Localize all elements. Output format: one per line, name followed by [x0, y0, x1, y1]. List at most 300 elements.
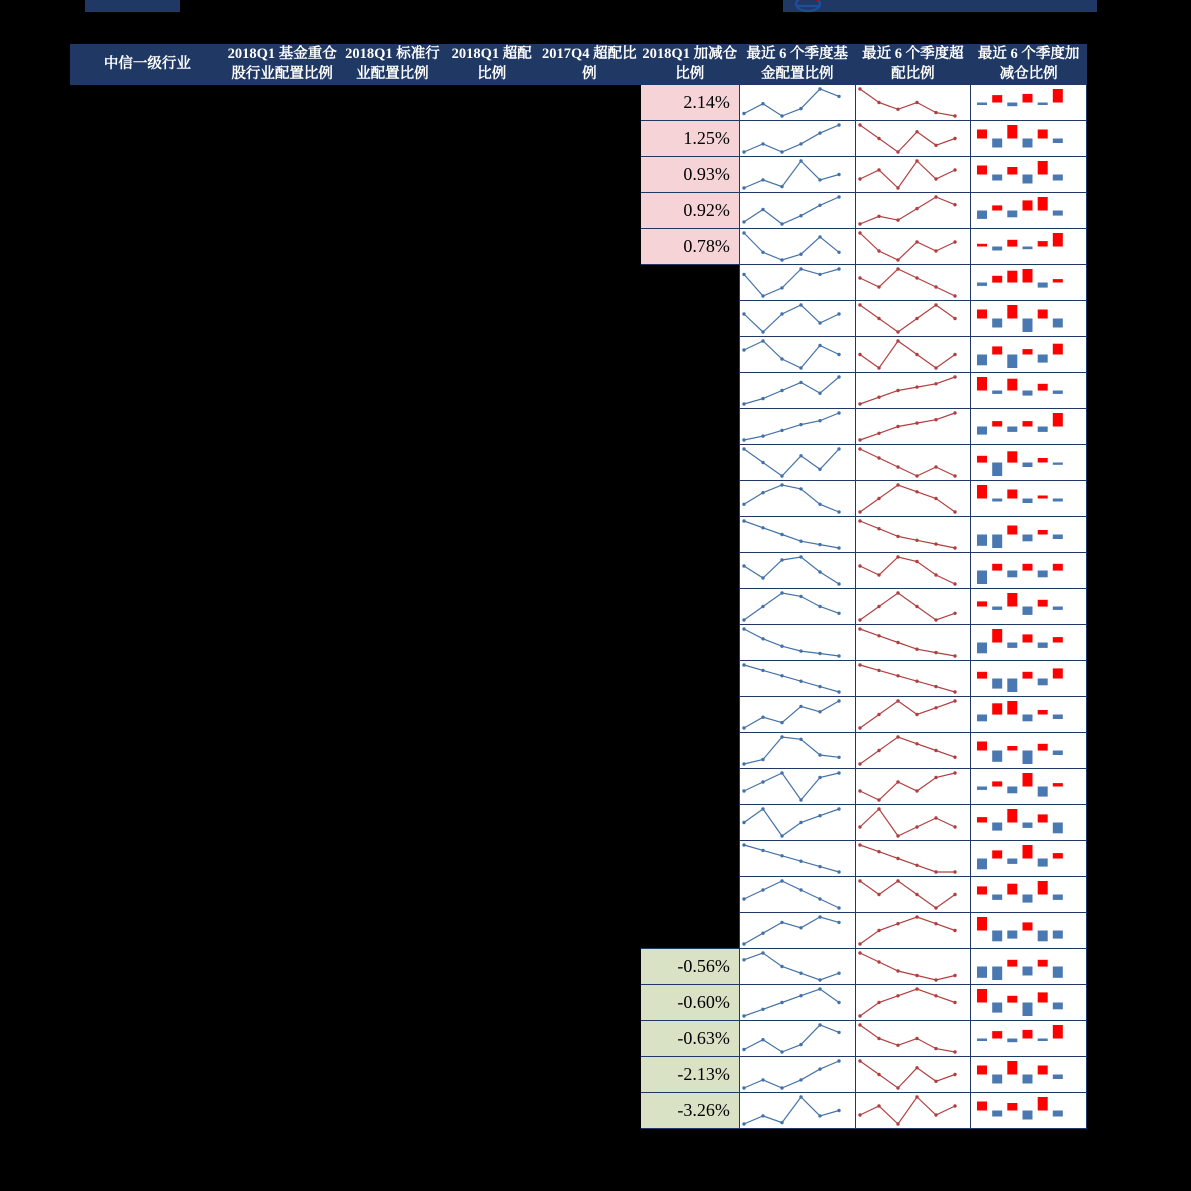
cell-blank	[445, 985, 539, 1021]
cell-blank	[224, 805, 340, 841]
cell-blank	[340, 841, 445, 877]
cell-blank	[224, 193, 340, 229]
sparkline-over	[855, 697, 971, 733]
cell-blank	[71, 949, 225, 985]
cell-blank	[445, 229, 539, 265]
sparkline-over	[855, 589, 971, 625]
cell-blank	[445, 409, 539, 445]
sparkbar-change	[971, 409, 1087, 445]
cell-change-value	[640, 769, 739, 805]
sparkline-over	[855, 769, 971, 805]
cell-blank	[445, 301, 539, 337]
sparkline-over	[855, 373, 971, 409]
cell-blank	[539, 805, 640, 841]
cell-change-value	[640, 409, 739, 445]
cell-blank	[340, 229, 445, 265]
table-row	[71, 373, 1087, 409]
cell-blank	[224, 1093, 340, 1129]
sparkbar-change	[971, 229, 1087, 265]
sparkbar-change	[971, 265, 1087, 301]
table-row	[71, 553, 1087, 589]
banner-right-block	[783, 0, 1097, 12]
sparkline-alloc	[739, 985, 855, 1021]
cell-blank	[340, 337, 445, 373]
table-row	[71, 265, 1087, 301]
cell-blank	[71, 913, 225, 949]
cell-blank	[71, 661, 225, 697]
cell-blank	[224, 337, 340, 373]
sparkline-over	[855, 985, 971, 1021]
sparkline-alloc	[739, 877, 855, 913]
table-row	[71, 481, 1087, 517]
cell-blank	[340, 733, 445, 769]
cell-blank	[445, 1021, 539, 1057]
cell-change-value	[640, 517, 739, 553]
sparkline-alloc	[739, 517, 855, 553]
cell-blank	[340, 85, 445, 121]
table-row	[71, 1057, 1087, 1093]
cell-blank	[71, 265, 225, 301]
sparkbar-change	[971, 625, 1087, 661]
cell-blank	[539, 1021, 640, 1057]
col-header-over-2017q4: 2017Q4 超配比例	[539, 45, 640, 85]
sparkbar-change	[971, 1093, 1087, 1129]
cell-blank	[340, 409, 445, 445]
cell-blank	[340, 553, 445, 589]
cell-blank	[445, 1057, 539, 1093]
sparkline-alloc	[739, 265, 855, 301]
cell-change-value: 1.25%	[640, 121, 739, 157]
cell-blank	[71, 229, 225, 265]
cell-change-value: -0.60%	[640, 985, 739, 1021]
cell-blank	[445, 733, 539, 769]
sparkbar-change	[971, 949, 1087, 985]
table-row	[71, 769, 1087, 805]
sparkline-over	[855, 553, 971, 589]
table-row	[71, 121, 1087, 157]
table-row	[71, 445, 1087, 481]
cell-blank	[539, 733, 640, 769]
cell-blank	[539, 157, 640, 193]
sparkline-alloc	[739, 661, 855, 697]
sparkline-over	[855, 337, 971, 373]
cell-change-value	[640, 877, 739, 913]
cell-blank	[445, 589, 539, 625]
cell-blank	[445, 661, 539, 697]
cell-blank	[539, 229, 640, 265]
sparkbar-change	[971, 1057, 1087, 1093]
sparkbar-change	[971, 481, 1087, 517]
sparkline-alloc	[739, 121, 855, 157]
table-row	[71, 85, 1087, 121]
cell-blank	[445, 481, 539, 517]
cell-blank	[539, 517, 640, 553]
cell-blank	[71, 409, 225, 445]
cell-blank	[340, 949, 445, 985]
cell-blank	[71, 121, 225, 157]
cell-blank	[340, 985, 445, 1021]
cell-blank	[224, 85, 340, 121]
col-header-over-2018q1: 2018Q1 超配比例	[445, 45, 539, 85]
cell-blank	[224, 877, 340, 913]
sparkline-alloc	[739, 445, 855, 481]
sparkbar-change	[971, 85, 1087, 121]
sparkbar-change	[971, 517, 1087, 553]
cell-blank	[71, 625, 225, 661]
sparkline-over	[855, 1021, 971, 1057]
cell-blank	[340, 157, 445, 193]
cell-blank	[539, 121, 640, 157]
banner-left-block	[85, 0, 180, 12]
cell-blank	[224, 229, 340, 265]
cell-blank	[224, 265, 340, 301]
cell-blank	[224, 373, 340, 409]
cell-blank	[340, 877, 445, 913]
cell-blank	[224, 481, 340, 517]
table-row	[71, 841, 1087, 877]
sparkline-alloc	[739, 193, 855, 229]
cell-blank	[224, 733, 340, 769]
sparkline-alloc	[739, 841, 855, 877]
cell-blank	[224, 661, 340, 697]
col-header-industry: 中信一级行业	[71, 45, 225, 85]
sparkline-alloc	[739, 769, 855, 805]
cell-change-value: -0.63%	[640, 1021, 739, 1057]
cell-blank	[224, 949, 340, 985]
cell-change-value: 0.92%	[640, 193, 739, 229]
cell-blank	[71, 589, 225, 625]
cell-blank	[71, 553, 225, 589]
table-row	[71, 337, 1087, 373]
cell-blank	[445, 193, 539, 229]
sparkline-alloc	[739, 157, 855, 193]
sparkbar-change	[971, 553, 1087, 589]
cell-blank	[539, 589, 640, 625]
sparkline-alloc	[739, 1057, 855, 1093]
sparkbar-change	[971, 769, 1087, 805]
cell-change-value	[640, 481, 739, 517]
cell-blank	[71, 445, 225, 481]
cell-blank	[224, 121, 340, 157]
cell-blank	[71, 1021, 225, 1057]
sparkline-over	[855, 1057, 971, 1093]
cell-blank	[71, 841, 225, 877]
sparkbar-change	[971, 661, 1087, 697]
cell-blank	[71, 1057, 225, 1093]
sparkbar-change	[971, 1021, 1087, 1057]
sparkline-alloc	[739, 949, 855, 985]
cell-blank	[71, 769, 225, 805]
cell-blank	[224, 301, 340, 337]
cell-blank	[445, 337, 539, 373]
company-logo-icon	[793, 0, 823, 14]
sparkline-over	[855, 661, 971, 697]
sparkline-over	[855, 481, 971, 517]
sparkbar-change	[971, 193, 1087, 229]
cell-blank	[224, 517, 340, 553]
cell-blank	[71, 481, 225, 517]
sparkline-alloc	[739, 553, 855, 589]
cell-blank	[224, 445, 340, 481]
sparkline-alloc	[739, 229, 855, 265]
sparkbar-change	[971, 877, 1087, 913]
header-row	[71, 45, 1087, 85]
table-row	[71, 229, 1087, 265]
cell-blank	[539, 1093, 640, 1129]
cell-change-value: 0.78%	[640, 229, 739, 265]
sparkline-over	[855, 805, 971, 841]
cell-blank	[340, 517, 445, 553]
sparkline-over	[855, 85, 971, 121]
cell-blank	[224, 1021, 340, 1057]
table-row	[71, 913, 1087, 949]
sparkbar-change	[971, 841, 1087, 877]
cell-blank	[340, 121, 445, 157]
cell-blank	[539, 481, 640, 517]
cell-change-value: -0.56%	[640, 949, 739, 985]
cell-blank	[224, 985, 340, 1021]
sparkbar-change	[971, 913, 1087, 949]
cell-blank	[71, 805, 225, 841]
cell-blank	[71, 877, 225, 913]
cell-blank	[340, 373, 445, 409]
sparkline-over	[855, 625, 971, 661]
cell-blank	[445, 1093, 539, 1129]
table-row	[71, 517, 1087, 553]
cell-blank	[71, 301, 225, 337]
cell-blank	[445, 625, 539, 661]
cell-blank	[224, 769, 340, 805]
cell-blank	[71, 697, 225, 733]
table-row	[71, 949, 1087, 985]
cell-blank	[71, 517, 225, 553]
cell-blank	[340, 1093, 445, 1129]
cell-blank	[445, 373, 539, 409]
sparkbar-change	[971, 301, 1087, 337]
cell-blank	[340, 589, 445, 625]
sparkline-over	[855, 517, 971, 553]
sparkline-alloc	[739, 697, 855, 733]
cell-blank	[71, 157, 225, 193]
cell-change-value	[640, 337, 739, 373]
sparkline-over	[855, 121, 971, 157]
cell-blank	[445, 805, 539, 841]
cell-blank	[539, 265, 640, 301]
sparkline-over	[855, 733, 971, 769]
cell-blank	[539, 877, 640, 913]
cell-blank	[71, 337, 225, 373]
cell-blank	[539, 913, 640, 949]
cell-blank	[539, 85, 640, 121]
sparkbar-change	[971, 697, 1087, 733]
col-header-fund-alloc: 2018Q1 基金重仓股行业配置比例	[224, 45, 340, 85]
cell-blank	[539, 661, 640, 697]
sparkline-over	[855, 409, 971, 445]
cell-blank	[539, 409, 640, 445]
cell-blank	[224, 1057, 340, 1093]
cell-change-value	[640, 805, 739, 841]
table-row	[71, 301, 1087, 337]
table-head	[71, 45, 1087, 85]
cell-blank	[71, 1093, 225, 1129]
cell-blank	[539, 1057, 640, 1093]
cell-blank	[539, 841, 640, 877]
cell-blank	[445, 553, 539, 589]
cell-change-value	[640, 265, 739, 301]
sparkline-alloc	[739, 373, 855, 409]
cell-blank	[224, 625, 340, 661]
cell-blank	[539, 769, 640, 805]
table-row	[71, 409, 1087, 445]
table-row	[71, 1093, 1087, 1129]
cell-blank	[340, 913, 445, 949]
sparkline-over	[855, 229, 971, 265]
sparkline-alloc	[739, 85, 855, 121]
sparkline-alloc	[739, 1093, 855, 1129]
sparkline-over	[855, 157, 971, 193]
sparkline-over	[855, 301, 971, 337]
sparkbar-change	[971, 373, 1087, 409]
sparkline-alloc	[739, 301, 855, 337]
sparkbar-change	[971, 157, 1087, 193]
cell-blank	[224, 913, 340, 949]
sparkline-over	[855, 877, 971, 913]
industry-allocation-table	[70, 44, 1087, 1129]
table-row	[71, 625, 1087, 661]
cell-blank	[539, 625, 640, 661]
cell-blank	[445, 697, 539, 733]
cell-change-value	[640, 589, 739, 625]
cell-blank	[340, 625, 445, 661]
sparkline-over	[855, 949, 971, 985]
sparkline-over	[855, 841, 971, 877]
sparkline-over	[855, 913, 971, 949]
cell-blank	[445, 949, 539, 985]
table-body	[71, 85, 1087, 1129]
col-header-spark-alloc: 最近 6 个季度基金配置比例	[739, 45, 855, 85]
cell-blank	[71, 85, 225, 121]
cell-blank	[340, 1021, 445, 1057]
cell-change-value: 2.14%	[640, 85, 739, 121]
sparkline-over	[855, 1093, 971, 1129]
cell-change-value	[640, 841, 739, 877]
cell-blank	[340, 265, 445, 301]
cell-blank	[340, 769, 445, 805]
sparkbar-change	[971, 733, 1087, 769]
table-row	[71, 193, 1087, 229]
table-row	[71, 697, 1087, 733]
sparkline-alloc	[739, 733, 855, 769]
sparkbar-change	[971, 805, 1087, 841]
col-header-change: 2018Q1 加减仓比例	[640, 45, 739, 85]
cell-blank	[224, 841, 340, 877]
cell-blank	[340, 481, 445, 517]
cell-change-value: 0.93%	[640, 157, 739, 193]
cell-blank	[445, 517, 539, 553]
cell-change-value	[640, 301, 739, 337]
table-row	[71, 589, 1087, 625]
cell-blank	[340, 301, 445, 337]
table-row	[71, 805, 1087, 841]
cell-blank	[340, 193, 445, 229]
col-header-spark-change: 最近 6 个季度加减仓比例	[971, 45, 1087, 85]
cell-change-value	[640, 625, 739, 661]
sparkline-over	[855, 445, 971, 481]
sparkbar-change	[971, 337, 1087, 373]
cell-blank	[539, 445, 640, 481]
cell-change-value: -2.13%	[640, 1057, 739, 1093]
cell-blank	[539, 949, 640, 985]
cell-blank	[445, 841, 539, 877]
cell-blank	[539, 985, 640, 1021]
cell-blank	[71, 733, 225, 769]
cell-blank	[224, 589, 340, 625]
cell-blank	[445, 157, 539, 193]
sparkbar-change	[971, 445, 1087, 481]
table-row	[71, 877, 1087, 913]
sparkline-alloc	[739, 913, 855, 949]
table-row	[71, 733, 1087, 769]
table-row	[71, 661, 1087, 697]
sparkline-alloc	[739, 1021, 855, 1057]
sparkline-alloc	[739, 589, 855, 625]
cell-blank	[445, 913, 539, 949]
sparkbar-change	[971, 589, 1087, 625]
sparkline-alloc	[739, 409, 855, 445]
cell-blank	[539, 193, 640, 229]
cell-change-value	[640, 661, 739, 697]
table-row	[71, 985, 1087, 1021]
cell-blank	[224, 697, 340, 733]
top-banner	[0, 0, 1191, 14]
cell-blank	[539, 697, 640, 733]
cell-change-value	[640, 553, 739, 589]
sparkbar-change	[971, 985, 1087, 1021]
cell-blank	[340, 661, 445, 697]
cell-change-value	[640, 697, 739, 733]
cell-blank	[340, 805, 445, 841]
cell-blank	[445, 85, 539, 121]
cell-blank	[340, 1057, 445, 1093]
cell-blank	[224, 409, 340, 445]
sparkline-alloc	[739, 481, 855, 517]
cell-blank	[340, 445, 445, 481]
cell-blank	[445, 877, 539, 913]
sparkbar-change	[971, 121, 1087, 157]
cell-blank	[71, 985, 225, 1021]
cell-blank	[340, 697, 445, 733]
col-header-standard-alloc: 2018Q1 标准行业配置比例	[340, 45, 445, 85]
cell-blank	[445, 769, 539, 805]
sparkline-over	[855, 193, 971, 229]
cell-blank	[224, 553, 340, 589]
sparkline-alloc	[739, 625, 855, 661]
cell-blank	[445, 265, 539, 301]
cell-blank	[539, 553, 640, 589]
sparkline-alloc	[739, 805, 855, 841]
table-row	[71, 1021, 1087, 1057]
cell-blank	[445, 121, 539, 157]
cell-blank	[71, 373, 225, 409]
cell-blank	[539, 373, 640, 409]
sparkline-over	[855, 265, 971, 301]
cell-change-value: -3.26%	[640, 1093, 739, 1129]
cell-blank	[71, 193, 225, 229]
cell-blank	[224, 157, 340, 193]
table-row	[71, 157, 1087, 193]
cell-blank	[539, 337, 640, 373]
cell-change-value	[640, 373, 739, 409]
